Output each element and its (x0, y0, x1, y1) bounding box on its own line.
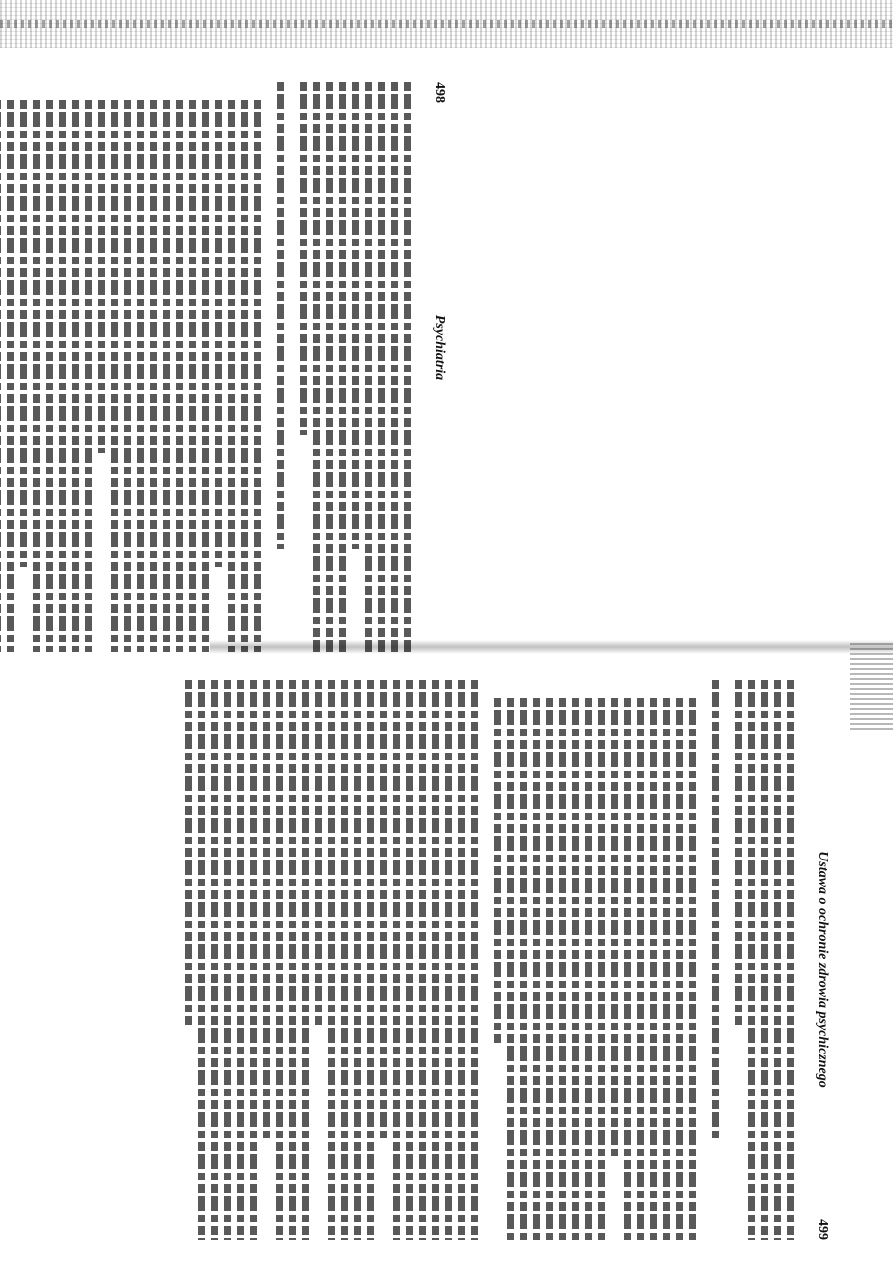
page-header (808, 680, 830, 1240)
running-title: Psychiatria (432, 314, 447, 381)
body-text (0, 82, 411, 652)
page-number: 498 (432, 82, 447, 103)
body-text (185, 680, 794, 1240)
page-499 (70, 680, 830, 1240)
running-title: Ustawa o ochronie zdrowia psychicznego (815, 851, 830, 1088)
page-498 (0, 82, 447, 652)
page-header (425, 82, 447, 652)
scan-noise-edge (850, 640, 893, 730)
scan-noise-top (0, 0, 893, 48)
page-number: 499 (815, 1219, 830, 1240)
page-fold (210, 640, 893, 654)
